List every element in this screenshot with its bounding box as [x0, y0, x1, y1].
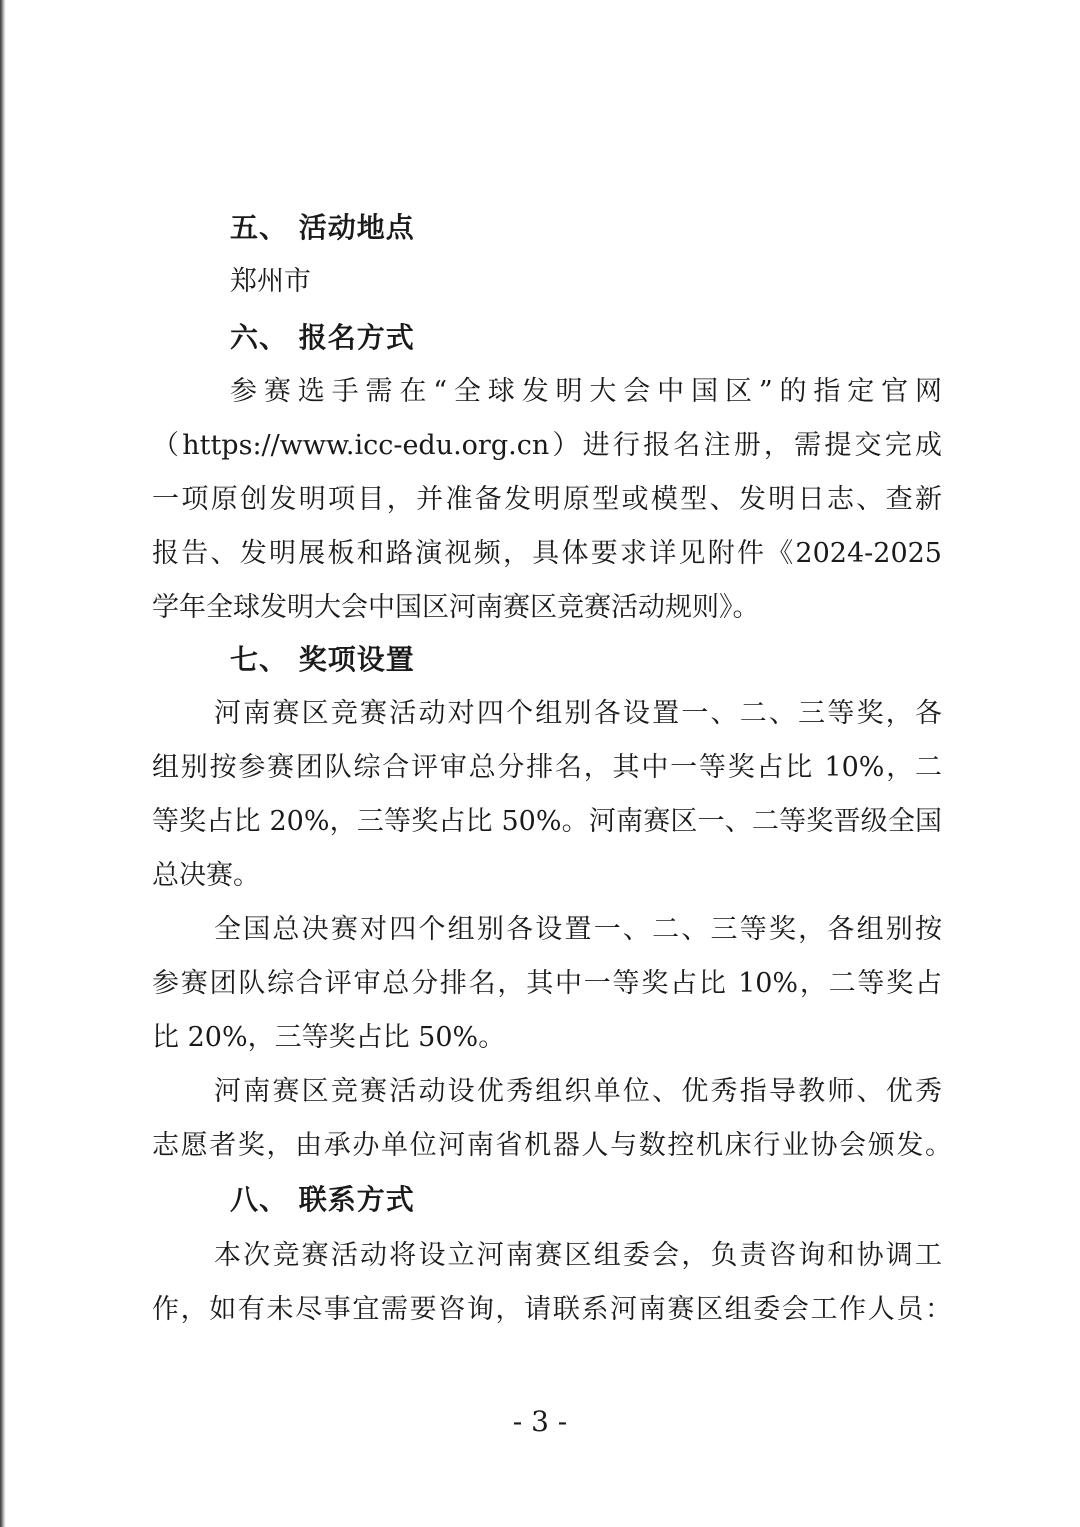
section-heading-contact: 八、 联系方式 [230, 1183, 415, 1216]
awards-p1-line-3: 等奖占比 20%，三等奖占比 50%。河南赛区一、二等奖晋级全国 [152, 806, 942, 837]
registration-line-5: 学年全球发明大会中国区河南赛区竞赛活动规则》。 [152, 592, 760, 623]
awards-p1-line-1: 河南赛区竞赛活动对四个组别各设置一、二、三等奖，各 [214, 698, 942, 729]
awards-p3-line-1: 河南赛区竞赛活动设优秀组织单位、优秀指导教师、优秀 [214, 1076, 942, 1107]
awards-p1-line-2: 组别按参赛团队综合评审总分排名，其中一等奖占比 10%，二 [152, 752, 942, 783]
awards-p2-line-1: 全国总决赛对四个组别各设置一、二、三等奖，各组别按 [214, 914, 942, 945]
scan-edge [0, 0, 6, 1527]
registration-line-4: 报告、发明展板和路演视频，具体要求详见附件《2024-2025 [152, 538, 942, 569]
awards-p3-line-2: 志愿者奖，由承办单位河南省机器人与数控机床行业协会颁发。 [152, 1130, 952, 1161]
section-heading-location: 五、 活动地点 [230, 211, 415, 244]
section-heading-registration: 六、 报名方式 [230, 321, 415, 354]
location-text: 郑州市 [230, 266, 311, 297]
contact-line-1: 本次竞赛活动将设立河南赛区组委会，负责咨询和协调工 [214, 1240, 942, 1271]
registration-line-3: 一项原创发明项目，并准备发明原型或模型、发明日志、查新 [152, 484, 942, 515]
registration-line-1: 参赛选手需在“全球发明大会中国区”的指定官网 [230, 376, 942, 407]
page-number: - 3 - [512, 1405, 568, 1438]
contact-line-2: 作，如有未尽事宜需要咨询，请联系河南赛区组委会工作人员： [152, 1294, 952, 1325]
awards-p2-line-2: 参赛团队综合评审总分排名，其中一等奖占比 10%，二等奖占 [152, 968, 942, 999]
registration-line-2: （https://www.icc-edu.org.cn）进行报名注册，需提交完成 [152, 430, 942, 461]
awards-p2-line-3: 比 20%，三等奖占比 50%。 [152, 1022, 506, 1053]
awards-p1-line-4: 总决赛。 [152, 860, 260, 891]
section-heading-awards: 七、 奖项设置 [230, 643, 415, 676]
